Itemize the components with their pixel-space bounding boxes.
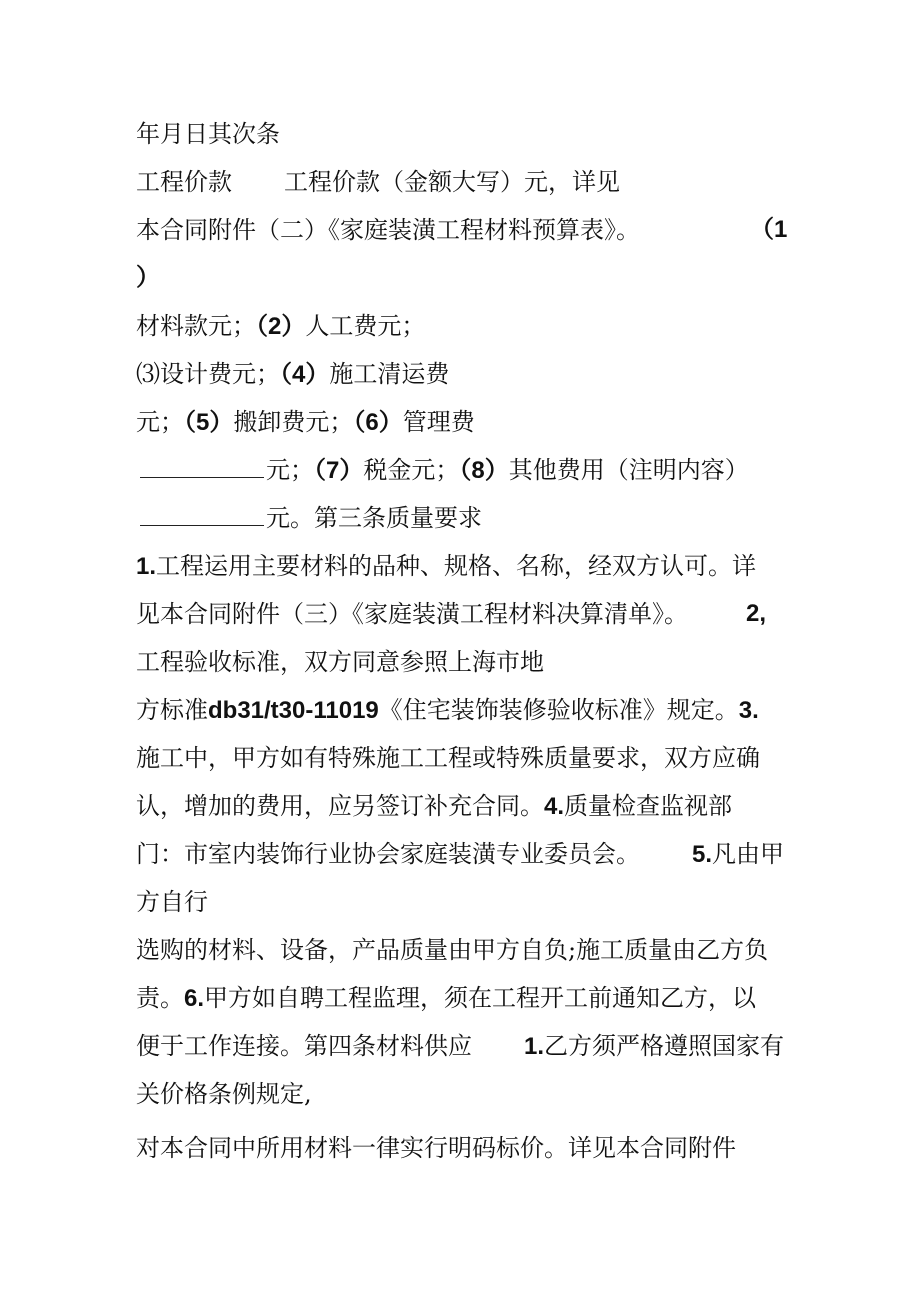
text-run: （7） (314, 457, 364, 484)
text-run: 6. (184, 985, 205, 1012)
text-run: 本合同附件（二）《家庭装潢工程材料预算表》。 (136, 216, 640, 244)
text-line (136, 454, 749, 487)
text-run: db31/t30-11019 (208, 697, 379, 724)
text-line (136, 358, 449, 391)
text-line (136, 838, 640, 870)
text-run: 工程价款（金额大写）元，详见 (284, 168, 620, 196)
text-run: 施工中，甲方如有特殊施工工程或特殊质量要求，双方应确 (136, 744, 760, 772)
text-run: （6） (353, 409, 403, 436)
text-line (692, 838, 784, 871)
text-run: 材料款元； (136, 312, 256, 340)
text-line (136, 502, 482, 534)
fill-in-blank (140, 459, 264, 478)
text-line (524, 1030, 784, 1063)
text-run: ⑶设计费元； (136, 360, 280, 388)
text-run: 搬卸费元； (233, 408, 354, 436)
text-run: 对本合同中所用材料一律实行明码标价。详见本合同附件 (136, 1134, 736, 1162)
text-run: 3. (738, 697, 759, 724)
text-run: 其他费用（注明内容） (508, 456, 749, 484)
text-run: 《住宅装饰装修验收标准》规定。 (378, 696, 739, 724)
text-line (136, 790, 732, 823)
text-run: 4. (544, 793, 565, 820)
text-run: 元； (266, 456, 314, 484)
text-line (136, 310, 425, 343)
text-run: 凡由甲 (712, 840, 785, 868)
text-run: 工程验收标准，双方同意参照上海市地 (136, 648, 544, 676)
text-line (136, 982, 756, 1015)
text-run: 人工费元； (305, 312, 426, 340)
text-run: 施工清运费 (329, 360, 450, 388)
text-run: 工程价款 (136, 168, 232, 196)
text-run: 责。 (136, 984, 184, 1012)
text-line (136, 1078, 312, 1110)
text-run: 乙方须严格遵照国家有 (544, 1032, 785, 1060)
text-line (136, 214, 640, 246)
text-run: 工程运用主要材料的品种、规格、名称，经双方认可。详 (156, 552, 757, 580)
text-run: 1. (136, 553, 157, 580)
text-run: 管理费 (402, 408, 475, 436)
text-run: 选购的材料、设备，产品质量由甲方自负;施工质量由乙方负 (136, 936, 769, 964)
text-run: 税金元； (363, 456, 460, 484)
text-run: 2, (746, 600, 767, 627)
text-line (136, 1132, 736, 1164)
text-run: 5. (692, 841, 713, 868)
text-line (136, 694, 759, 727)
text-run: （4） (280, 361, 330, 388)
text-line (136, 166, 620, 198)
text-run: （1 (750, 216, 788, 243)
text-run: 关价格条例规定, (136, 1080, 312, 1108)
text-run: 见本合同附件（三）《家庭装潢工程材料决算清单》。 (136, 600, 688, 628)
text-run: （2） (256, 313, 306, 340)
text-run: 便于工作连接。第四条材料供应 (136, 1032, 472, 1060)
text-run: 方自行 (136, 888, 208, 916)
text-run: 元。第三条质量要求 (266, 504, 482, 532)
text-run: 质量检查监视部 (564, 792, 733, 820)
text-run: （8） (459, 457, 509, 484)
text-line (136, 934, 768, 966)
text-run: 元； (136, 408, 184, 436)
text-line (746, 598, 766, 630)
text-run: （5） (184, 409, 234, 436)
text-run: 认，增加的费用，应另签订补充合同。 (136, 792, 544, 820)
text-run: 1. (524, 1033, 545, 1060)
text-line (136, 262, 160, 294)
text-run: 年月日其次条 (136, 120, 280, 148)
text-line (750, 214, 787, 246)
text-run: 方标准 (136, 696, 208, 724)
text-run: 门：市室内装饰行业协会家庭装潢专业委员会。 (136, 840, 640, 868)
text-run: 甲方如自聘工程监理，须在工程开工前通知乙方，以 (204, 984, 757, 1012)
text-line (136, 550, 756, 583)
text-line (136, 742, 760, 774)
text-run: ） (136, 264, 160, 291)
text-line (136, 1030, 472, 1062)
text-line (136, 646, 544, 678)
text-line (136, 118, 280, 150)
text-line (136, 598, 688, 630)
fill-in-blank (140, 507, 264, 526)
text-line (136, 406, 475, 439)
text-line (136, 886, 208, 918)
